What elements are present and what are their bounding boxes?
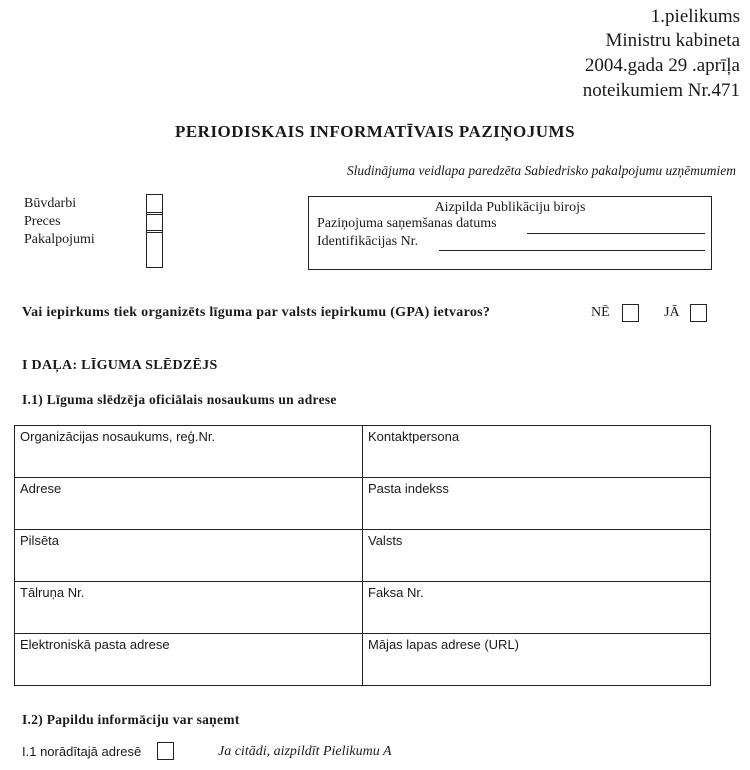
gpa-yes-checkbox[interactable] <box>690 304 707 322</box>
organization-name-cell[interactable]: Organizācijas nosaukums, reģ.Nr. <box>15 426 363 478</box>
identification-label: Identifikācijas Nr. <box>317 234 419 249</box>
table-row <box>15 634 711 686</box>
services-checkbox[interactable] <box>146 230 163 268</box>
office-box-title: Aizpilda Publikāciju birojs <box>434 200 586 215</box>
fax-cell[interactable]: Faksa Nr. <box>363 582 711 634</box>
country-cell[interactable]: Valsts <box>363 530 711 582</box>
city-cell[interactable]: Pilsēta <box>15 530 363 582</box>
table-row <box>15 582 711 634</box>
form-subtitle: Sludinājuma veidlapa paredzēta Sabiedrisko pakalpojumu uzņēmumiem <box>346 163 736 178</box>
gpa-no-label: NĒ <box>591 305 610 320</box>
publications-office-box <box>308 196 712 270</box>
gpa-yes-label: JĀ <box>664 305 680 320</box>
gpa-question: Vai iepirkums tiek organizēts līguma par valsts iepirkumu (GPA) ietvaros? <box>22 305 491 320</box>
received-date-field[interactable] <box>527 233 705 234</box>
email-cell[interactable]: Elektroniskā pasta adrese <box>15 634 363 686</box>
otherwise-note: Ja citādi, aizpildīt Pielikumu A <box>218 744 392 759</box>
table-row <box>15 426 711 478</box>
identification-field[interactable] <box>439 250 705 251</box>
phone-cell[interactable]: Tālruņa Nr. <box>15 582 363 634</box>
section-1-2-heading: I.2) Papildu informāciju var saņemt <box>22 712 240 727</box>
annex-number: 1.pielikums <box>650 6 740 27</box>
website-cell[interactable]: Mājas lapas adrese (URL) <box>363 634 711 686</box>
table-row <box>15 478 711 530</box>
type-label-goods: Preces <box>24 214 61 229</box>
address-cell[interactable]: Adrese <box>15 478 363 530</box>
received-date-label: Paziņojuma saņemšanas datums <box>317 216 497 231</box>
same-address-checkbox[interactable] <box>157 742 174 760</box>
date-line: 2004.gada 29 .aprīļa <box>584 55 740 76</box>
contracting-authority-table <box>14 425 711 686</box>
regulation-line: noteikumiem Nr.471 <box>582 80 740 101</box>
table-row <box>15 530 711 582</box>
contact-person-cell[interactable]: Kontaktpersona <box>363 426 711 478</box>
page-title: PERIODISKAIS INFORMATĪVAIS PAZIŅOJUMS <box>174 122 576 141</box>
same-address-label: I.1 norādītajā adresē <box>22 744 142 759</box>
cabinet-line: Ministru kabineta <box>605 30 740 51</box>
postal-code-cell[interactable]: Pasta indekss <box>363 478 711 530</box>
part1-heading: I DAĻA: LĪGUMA SLĒDZĒJS <box>22 358 218 373</box>
type-label-services: Pakalpojumi <box>24 232 95 247</box>
gpa-no-checkbox[interactable] <box>622 304 639 322</box>
type-label-works: Būvdarbi <box>24 196 77 211</box>
section-1-1-heading: I.1) Līguma slēdzēja oficiālais nosaukums un adrese <box>22 392 337 407</box>
